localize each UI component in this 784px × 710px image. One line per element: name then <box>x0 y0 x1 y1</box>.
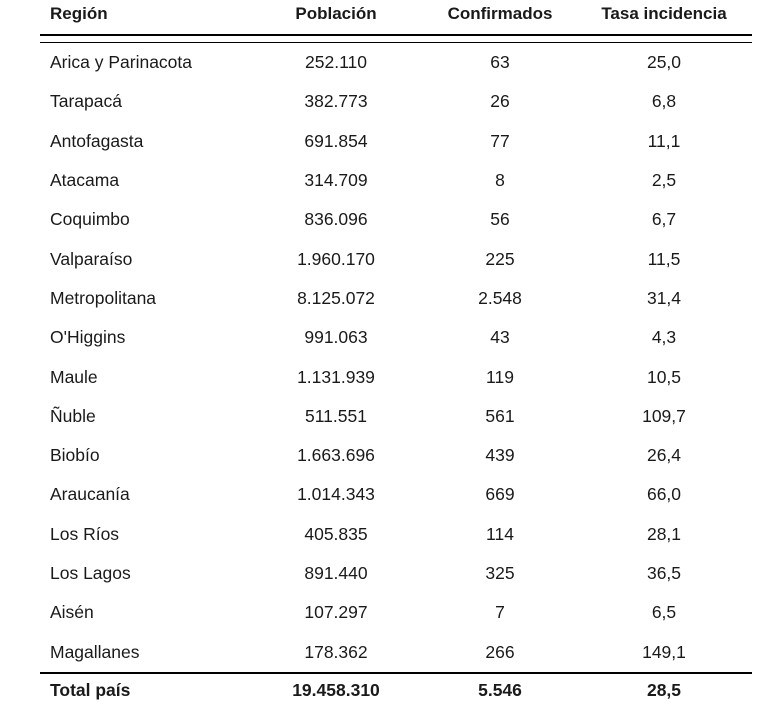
incidence-table <box>40 0 752 707</box>
cell-confirmed: 119 <box>486 366 514 387</box>
table-row <box>40 515 752 554</box>
total-population: 19.458.310 <box>248 673 424 707</box>
cell-population: 511.551 <box>305 405 367 426</box>
header-confirmed: Confirmados <box>447 4 553 23</box>
header-incidence-rate: Tasa incidencia <box>601 4 727 23</box>
total-label: Total país <box>40 673 248 707</box>
table-row <box>40 161 752 200</box>
cell-population: 178.362 <box>304 641 368 662</box>
cell-population: 314.709 <box>304 170 368 191</box>
table-row <box>40 200 752 239</box>
cell-population: 405.835 <box>304 523 368 544</box>
cell-confirmed: 26 <box>490 91 510 112</box>
cell-confirmed: 439 <box>485 445 515 466</box>
cell-incidence-rate: 2,5 <box>651 170 677 191</box>
cell-incidence-rate: 26,4 <box>646 445 682 466</box>
cell-region: Maule <box>50 366 98 387</box>
cell-region: O'Higgins <box>50 327 126 348</box>
header-divider <box>40 35 752 43</box>
header-population: Población <box>295 4 377 23</box>
cell-confirmed: 63 <box>490 52 510 73</box>
cell-population: 836.096 <box>304 209 368 230</box>
table-row <box>40 593 752 632</box>
cell-population: 252.110 <box>305 52 367 73</box>
cell-region: Tarapacá <box>50 91 122 112</box>
table-row <box>40 279 752 318</box>
cell-region: Los Ríos <box>50 523 120 544</box>
total-row <box>40 673 752 707</box>
table-row <box>40 436 752 475</box>
cell-incidence-rate: 66,0 <box>646 484 682 505</box>
cell-confirmed: 669 <box>485 484 515 505</box>
cell-confirmed: 266 <box>485 641 515 662</box>
header-row <box>40 0 752 35</box>
incidence-table-container <box>40 0 752 707</box>
cell-confirmed: 114 <box>486 523 514 544</box>
header-region: Región <box>50 4 108 23</box>
table-footer <box>40 673 752 707</box>
cell-region: Antofagasta <box>50 130 144 151</box>
table-row <box>40 122 752 161</box>
cell-region: Metropolitana <box>50 287 157 308</box>
cell-population: 991.063 <box>304 327 368 348</box>
table-row <box>40 357 752 396</box>
cell-region: Magallanes <box>50 641 140 662</box>
cell-incidence-rate: 28,1 <box>646 523 682 544</box>
cell-population: 8.125.072 <box>297 287 375 308</box>
cell-incidence-rate: 11,5 <box>647 248 681 269</box>
cell-population: 1.131.939 <box>297 366 375 387</box>
cell-confirmed: 43 <box>490 327 510 348</box>
total-confirmed: 5.546 <box>424 673 576 707</box>
cell-population: 891.440 <box>304 563 368 583</box>
table-row <box>40 554 752 593</box>
cell-incidence-rate: 31,4 <box>646 287 682 308</box>
cell-confirmed: 561 <box>485 405 515 426</box>
cell-incidence-rate: 11,1 <box>647 130 681 151</box>
cell-region: Ñuble <box>50 405 96 426</box>
cell-region: Aisén <box>50 602 94 623</box>
cell-incidence-rate: 25,0 <box>646 52 682 73</box>
cell-confirmed: 225 <box>485 248 515 269</box>
cell-incidence-rate: 6,5 <box>651 602 677 623</box>
cell-region: Atacama <box>50 170 120 191</box>
cell-population: 382.773 <box>304 91 368 112</box>
cell-incidence-rate: 109,7 <box>642 405 686 426</box>
table-row <box>40 239 752 278</box>
cell-incidence-rate: 6,7 <box>651 209 677 230</box>
cell-confirmed: 2.548 <box>478 287 522 308</box>
table-body <box>40 43 752 673</box>
cell-confirmed: 7 <box>495 602 505 623</box>
table-row <box>40 82 752 121</box>
cell-region: Biobío <box>50 445 100 466</box>
cell-population: 691.854 <box>304 130 368 151</box>
cell-incidence-rate: 36,5 <box>646 563 682 583</box>
cell-population: 1.663.696 <box>297 445 375 466</box>
table-header <box>40 0 752 43</box>
table-row <box>40 632 752 672</box>
cell-region: Araucanía <box>50 484 130 505</box>
cell-region: Los Lagos <box>50 563 131 583</box>
table-row <box>40 43 752 83</box>
cell-confirmed: 8 <box>495 170 505 191</box>
cell-region: Coquimbo <box>50 209 130 230</box>
table-row <box>40 397 752 436</box>
total-incidence-rate: 28,5 <box>576 673 752 707</box>
header-double-rule <box>40 35 752 43</box>
cell-population: 107.297 <box>304 602 368 623</box>
cell-region: Valparaíso <box>50 248 133 269</box>
cell-confirmed: 77 <box>490 130 510 151</box>
cell-incidence-rate: 4,3 <box>651 327 677 348</box>
cell-incidence-rate: 149,1 <box>642 641 686 662</box>
cell-confirmed: 325 <box>485 563 515 583</box>
table-row <box>40 475 752 514</box>
cell-confirmed: 56 <box>490 209 510 230</box>
cell-population: 1.014.343 <box>297 484 375 505</box>
cell-population: 1.960.170 <box>297 248 375 269</box>
cell-incidence-rate: 10,5 <box>646 366 682 387</box>
cell-incidence-rate: 6,8 <box>651 91 677 112</box>
cell-region: Arica y Parinacota <box>50 52 193 73</box>
table-row <box>40 318 752 357</box>
